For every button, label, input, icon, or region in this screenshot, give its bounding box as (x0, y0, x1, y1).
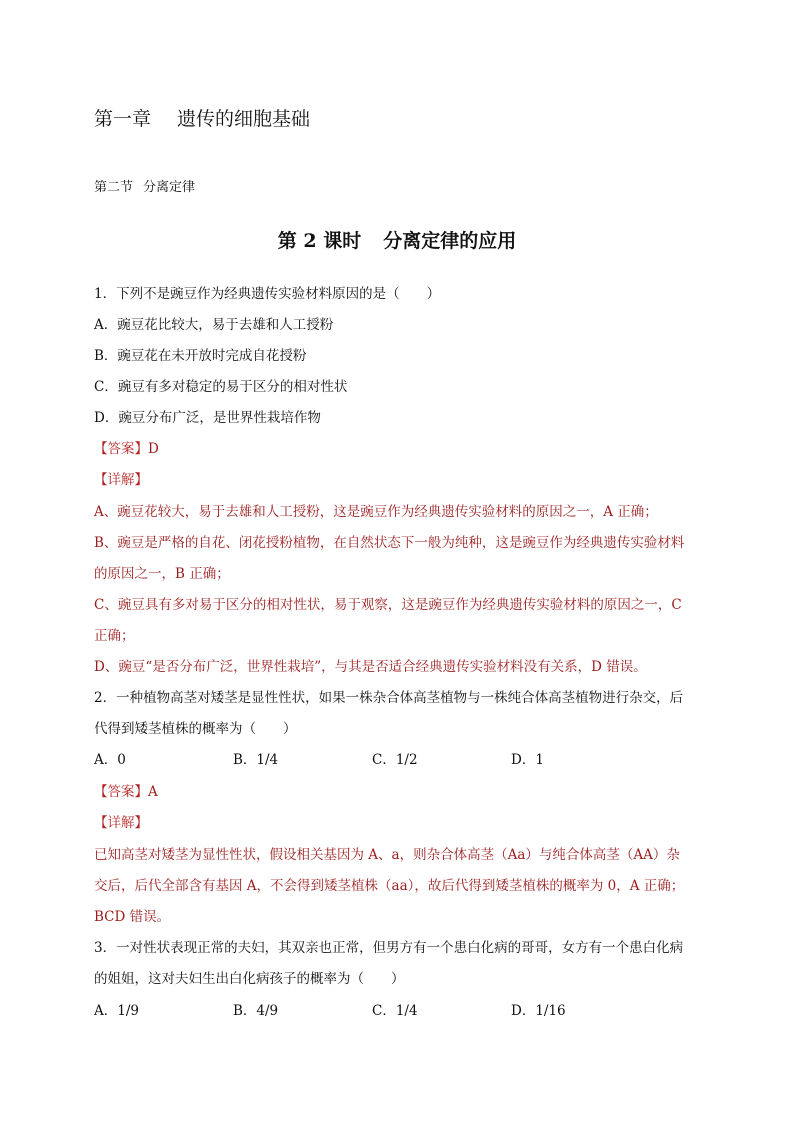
q3-stem-line: 3．一对性状表现正常的夫妇，其双亲也正常，但男方有一个患白化病的哥哥，女方有一个患白化病 (94, 940, 684, 956)
q3-option-b: B．4/9 (233, 1003, 279, 1019)
q2-stem-line: 2．一种植物高茎对矮茎是显性性状，如果一株杂合体高茎植物与一株纯合体高茎植物进行杂交，后 (94, 690, 684, 706)
q1-stem: 1．下列不是豌豆作为经典遗传实验材料原因的是（ ） (94, 286, 441, 302)
chapter-number: 第一章 (94, 108, 152, 130)
q2-options (94, 748, 694, 768)
q1-option-d: D．豌豆分布广泛，是世界性栽培作物 (94, 410, 321, 426)
lesson-title (0, 226, 794, 253)
q1-detail-label: 【详解】 (94, 472, 148, 488)
q1-option-a: A．豌豆花比较大，易于去雄和人工授粉 (94, 317, 334, 333)
q2-detail-label: 【详解】 (94, 815, 148, 831)
q1-explanation-line: A、豌豆花较大，易于去雄和人工授粉，这是豌豆作为经典遗传实验材料的原因之一，A 正确； (94, 504, 658, 520)
q2-option-b: B．1/4 (233, 752, 279, 768)
q1-answer (94, 437, 159, 457)
lesson-number: 第 2 课时 (277, 230, 362, 252)
q2-option-a: A．0 (94, 752, 126, 768)
q2-explanation-line: 交后，后代全部含有基因 A，不会得到矮茎植株（aa），故后代得到矮茎植株的概率为 0，A 正确； (94, 878, 685, 894)
q3-option-c: C．1/4 (372, 1003, 418, 1019)
q1-option-c: C．豌豆有多对稳定的易于区分的相对性状 (94, 379, 348, 395)
q2-answer (94, 780, 158, 800)
q2-explanation-line: BCD 错误。 (94, 909, 171, 925)
q2-stem-line: 代得到矮茎植株的概率为（ ） (94, 721, 297, 737)
q1-explanation-line: 的原因之一，B 正确； (94, 566, 230, 582)
q2-explanation-line: 已知高茎对矮茎为显性性状，假设相关基因为 A、a，则杂合体高茎（Aa）与纯合体高茎（AA）杂 (94, 847, 680, 863)
answer-label: 【答案】 (94, 441, 148, 457)
chapter-heading (94, 104, 310, 131)
section-title: 分离定律 (143, 180, 196, 195)
chapter-title: 遗传的细胞基础 (177, 108, 311, 130)
q3-option-a: A．1/9 (94, 1003, 139, 1019)
q2-option-c: C．1/2 (372, 752, 418, 768)
q1-explanation-line: B、豌豆是严格的自花、闭花授粉植物，在自然状态下一般为纯种，这是豌豆作为经典遗传实验材料 (94, 535, 685, 551)
q2-option-d: D．1 (511, 752, 544, 768)
answer-label: 【答案】 (94, 784, 148, 800)
q1-explanation-line: 正确； (94, 628, 135, 644)
q1-option-b: B．豌豆花在未开放时完成自花授粉 (94, 348, 307, 364)
q1-explanation-line: C、豌豆具有多对易于区分的相对性状，易于观察，这是豌豆作为经典遗传实验材料的原因之一，C (94, 597, 682, 613)
q3-stem-line: 的姐姐，这对夫妇生出白化病孩子的概率为（ ） (94, 971, 405, 987)
section-number: 第二节 (94, 180, 134, 195)
answer-value: A (148, 784, 158, 800)
lesson-name: 分离定律的应用 (383, 230, 517, 252)
answer-value: D (148, 441, 159, 457)
q1-explanation-line: D、豌豆“是否分布广泛，世界性栽培”，与其是否适合经典遗传实验材料没有关系，D 错误。 (94, 659, 647, 675)
section-heading (94, 176, 195, 195)
q3-option-d: D．1/16 (511, 1003, 566, 1019)
q3-options (94, 999, 694, 1019)
